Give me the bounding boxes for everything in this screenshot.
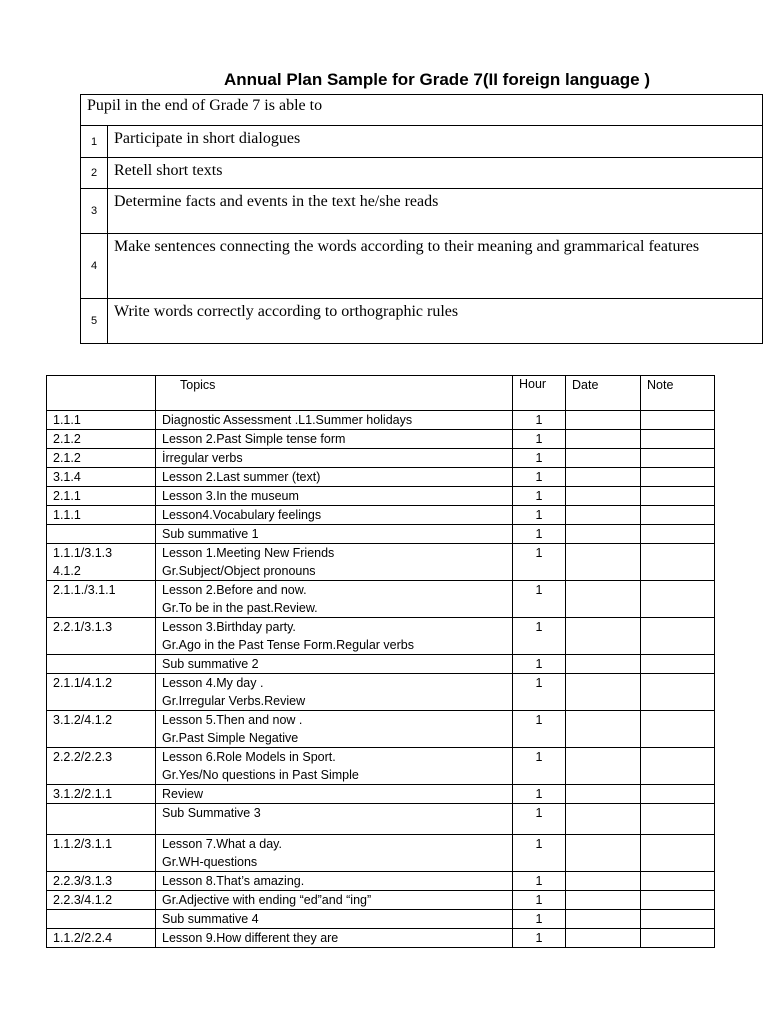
date-cell [566,468,641,487]
topic-cell [156,430,513,449]
hour-cell: 1 [513,525,566,544]
plan-row [47,891,715,910]
outcome-code: 3.1.2/4.1.2 [53,713,113,727]
plan-row [47,910,715,929]
topic-text: Gr.WH-questions [162,855,258,869]
outcome-code-cell [47,785,156,804]
hour-cell: 1 [513,581,566,618]
outcome-code: 4.1.2 [53,564,81,578]
plan-row [47,468,715,487]
outcome-number: 1 [81,126,108,158]
note-cell [641,785,715,804]
date-cell [566,835,641,872]
note-cell [641,872,715,891]
outcome-code: 1.1.1/3.1.3 [53,546,113,560]
outcome-code: 1.1.1 [53,508,81,522]
plan-row [47,449,715,468]
plan-row [47,618,715,655]
note-cell [641,804,715,835]
date-cell [566,544,641,581]
note-column-header: Note [641,376,715,411]
hour-cell: 1 [513,430,566,449]
outcome-code: 2.2.3/3.1.3 [53,874,113,888]
topic-cell [156,525,513,544]
hour-column-header: Hour [513,376,566,411]
date-cell [566,618,641,655]
topic-text: Lesson4.Vocabulary feelings [162,508,322,522]
topic-text: Lesson 6.Role Models in Sport. [162,750,336,764]
outcome-row [81,158,763,189]
topic-cell [156,711,513,748]
topic-cell [156,581,513,618]
outcome-code-cell [47,872,156,891]
topic-text: Lesson 5.Then and now . [162,713,303,727]
note-cell [641,506,715,525]
outcome-code: 1.1.1 [53,413,81,427]
outcome-code: 2.2.3/4.1.2 [53,893,113,907]
note-cell [641,748,715,785]
hour-cell: 1 [513,449,566,468]
topic-cell [156,929,513,948]
plan-row [47,872,715,891]
plan-body [47,411,715,948]
hour-cell: 1 [513,891,566,910]
note-cell [641,430,715,449]
hour-cell: 1 [513,487,566,506]
plan-row [47,655,715,674]
outcome-code: 2.1.1 [53,489,81,503]
outcome-code: 2.1.2 [53,451,81,465]
note-cell [641,487,715,506]
topic-cell [156,872,513,891]
hour-cell: 1 [513,804,566,835]
topic-cell [156,411,513,430]
date-cell [566,872,641,891]
annual-plan-table [46,375,715,948]
plan-row [47,430,715,449]
topic-text: Diagnostic Assessment .L1.Summer holidays [162,413,413,427]
topic-cell [156,785,513,804]
topic-cell [156,835,513,872]
hour-cell: 1 [513,544,566,581]
topic-cell [156,910,513,929]
outcome-number: 5 [81,299,108,344]
outcome-code-cell [47,748,156,785]
topic-cell [156,544,513,581]
date-cell [566,929,641,948]
plan-header-row [47,376,715,411]
outcome-code-cell [47,411,156,430]
note-cell [641,835,715,872]
plan-row [47,411,715,430]
date-cell [566,711,641,748]
topic-text: Lesson 4.My day . [162,676,264,690]
topic-text: Lesson 7.What a day. [162,837,282,851]
hour-cell: 1 [513,674,566,711]
learning-outcomes-table [80,94,763,344]
outcome-code-cell [47,835,156,872]
topic-text: Lesson 2.Last summer (text) [162,470,321,484]
topic-text: Sub summative 4 [162,912,259,926]
topic-text: Review [162,787,203,801]
note-cell [641,544,715,581]
plan-row [47,711,715,748]
code-column-header [47,376,156,411]
topic-text: Lesson 2.Past Simple tense form [162,432,346,446]
note-cell [641,929,715,948]
topic-text: Lesson 1.Meeting New Friends [162,546,335,560]
outcome-code-cell [47,674,156,711]
date-column-header: Date [566,376,641,411]
hour-cell: 1 [513,835,566,872]
date-cell [566,655,641,674]
outcome-number: 3 [81,189,108,234]
hour-cell: 1 [513,411,566,430]
date-cell [566,506,641,525]
outcome-code-cell [47,449,156,468]
date-cell [566,785,641,804]
page-title-text: Annual Plan Sample for Grade 7(II foreign language ) [223,70,650,89]
outcome-code-cell [47,525,156,544]
note-cell [641,525,715,544]
date-cell [566,411,641,430]
note-cell [641,449,715,468]
outcome-code-cell [47,910,156,929]
outcome-code: 2.2.1/3.1.3 [53,620,113,634]
date-cell [566,525,641,544]
topic-cell [156,891,513,910]
plan-row [47,929,715,948]
topic-cell [156,487,513,506]
date-cell [566,449,641,468]
outcome-number: 2 [81,158,108,189]
hour-cell: 1 [513,748,566,785]
date-cell [566,891,641,910]
date-cell [566,748,641,785]
hour-cell: 1 [513,929,566,948]
outcome-row [81,189,763,234]
topic-text: Sub summative 1 [162,527,259,541]
date-cell [566,487,641,506]
plan-row [47,748,715,785]
outcome-text: Write words correctly according to orthographic rules [108,299,763,344]
plan-row [47,674,715,711]
plan-row [47,487,715,506]
note-cell [641,618,715,655]
hour-cell: 1 [513,785,566,804]
outcome-code-cell [47,430,156,449]
outcome-text: Determine facts and events in the text he/she reads [108,189,763,234]
plan-row [47,804,715,835]
outcome-code: 3.1.2/2.1.1 [53,787,113,801]
plan-row [47,544,715,581]
topic-cell [156,506,513,525]
outcome-text: Participate in short dialogues [108,126,763,158]
topic-text: Sub Summative 3 [162,806,261,820]
note-cell [641,891,715,910]
topic-text: Gr.Subject/Object pronouns [162,564,316,578]
topic-text: Gr.Irregular Verbs.Review [162,694,306,708]
hour-cell: 1 [513,655,566,674]
outcome-row [81,234,763,299]
date-cell [566,430,641,449]
note-cell [641,411,715,430]
outcome-code: 2.2.2/2.2.3 [53,750,113,764]
hour-cell: 1 [513,711,566,748]
hour-cell: 1 [513,618,566,655]
note-cell [641,711,715,748]
outcome-code: 2.1.1/4.1.2 [53,676,113,690]
outcome-row [81,126,763,158]
plan-row [47,525,715,544]
topics-column-header: Topics [156,376,513,411]
note-cell [641,468,715,487]
hour-cell: 1 [513,468,566,487]
outcome-code-cell [47,468,156,487]
topic-cell [156,674,513,711]
topic-cell [156,804,513,835]
outcome-code: 3.1.4 [53,470,81,484]
date-cell [566,674,641,711]
hour-cell: 1 [513,506,566,525]
outcome-code-cell [47,618,156,655]
outcome-code-cell [47,711,156,748]
outcome-code: 2.1.2 [53,432,81,446]
outcome-code-cell [47,804,156,835]
outcome-text: Make sentences connecting the words according to their meaning and grammarical features [108,234,763,299]
topic-text: Gr.Past Simple Negative [162,731,299,745]
topic-cell [156,468,513,487]
plan-row [47,506,715,525]
outcome-code-cell [47,487,156,506]
outcome-code: 1.1.2/3.1.1 [53,837,113,851]
topic-text: Gr.Adjective with ending “ed”and “ing” [162,893,372,907]
topic-text: Lesson 9.How different they are [162,931,339,945]
topic-text: Gr.Ago in the Past Tense Form.Regular verbs [162,638,414,652]
outcome-code: 2.1.1./3.1.1 [53,583,116,597]
topic-text: İrregular verbs [162,451,243,465]
outcome-code: 1.1.2/2.2.4 [53,931,113,945]
topic-text: Lesson 3.In the museum [162,489,299,503]
note-cell [641,674,715,711]
hour-cell: 1 [513,872,566,891]
plan-row [47,785,715,804]
plan-row [47,581,715,618]
topic-text: Gr.Yes/No questions in Past Simple [162,768,359,782]
topic-text: Lesson 3.Birthday party. [162,620,296,634]
outcome-code-cell [47,544,156,581]
date-cell [566,804,641,835]
note-cell [641,910,715,929]
outcome-code-cell [47,929,156,948]
note-cell [641,655,715,674]
outcome-text: Retell short texts [108,158,763,189]
plan-row [47,835,715,872]
topic-cell [156,748,513,785]
outcome-row [81,299,763,344]
outcomes-header-row [81,95,763,126]
date-cell [566,581,641,618]
outcome-code-cell [47,581,156,618]
outcome-code-cell [47,655,156,674]
outcome-code-cell [47,506,156,525]
topic-text: Lesson 8.That’s amazing. [162,874,305,888]
date-cell [566,910,641,929]
page-title [80,70,768,90]
note-cell [641,581,715,618]
hour-cell: 1 [513,910,566,929]
topic-text: Gr.To be in the past.Review. [162,601,318,615]
topic-cell [156,618,513,655]
topic-cell [156,449,513,468]
outcome-code-cell [47,891,156,910]
topic-text: Sub summative 2 [162,657,259,671]
outcomes-header: Pupil in the end of Grade 7 is able to [81,95,763,126]
topic-cell [156,655,513,674]
topic-text: Lesson 2.Before and now. [162,583,307,597]
outcome-number: 4 [81,234,108,299]
